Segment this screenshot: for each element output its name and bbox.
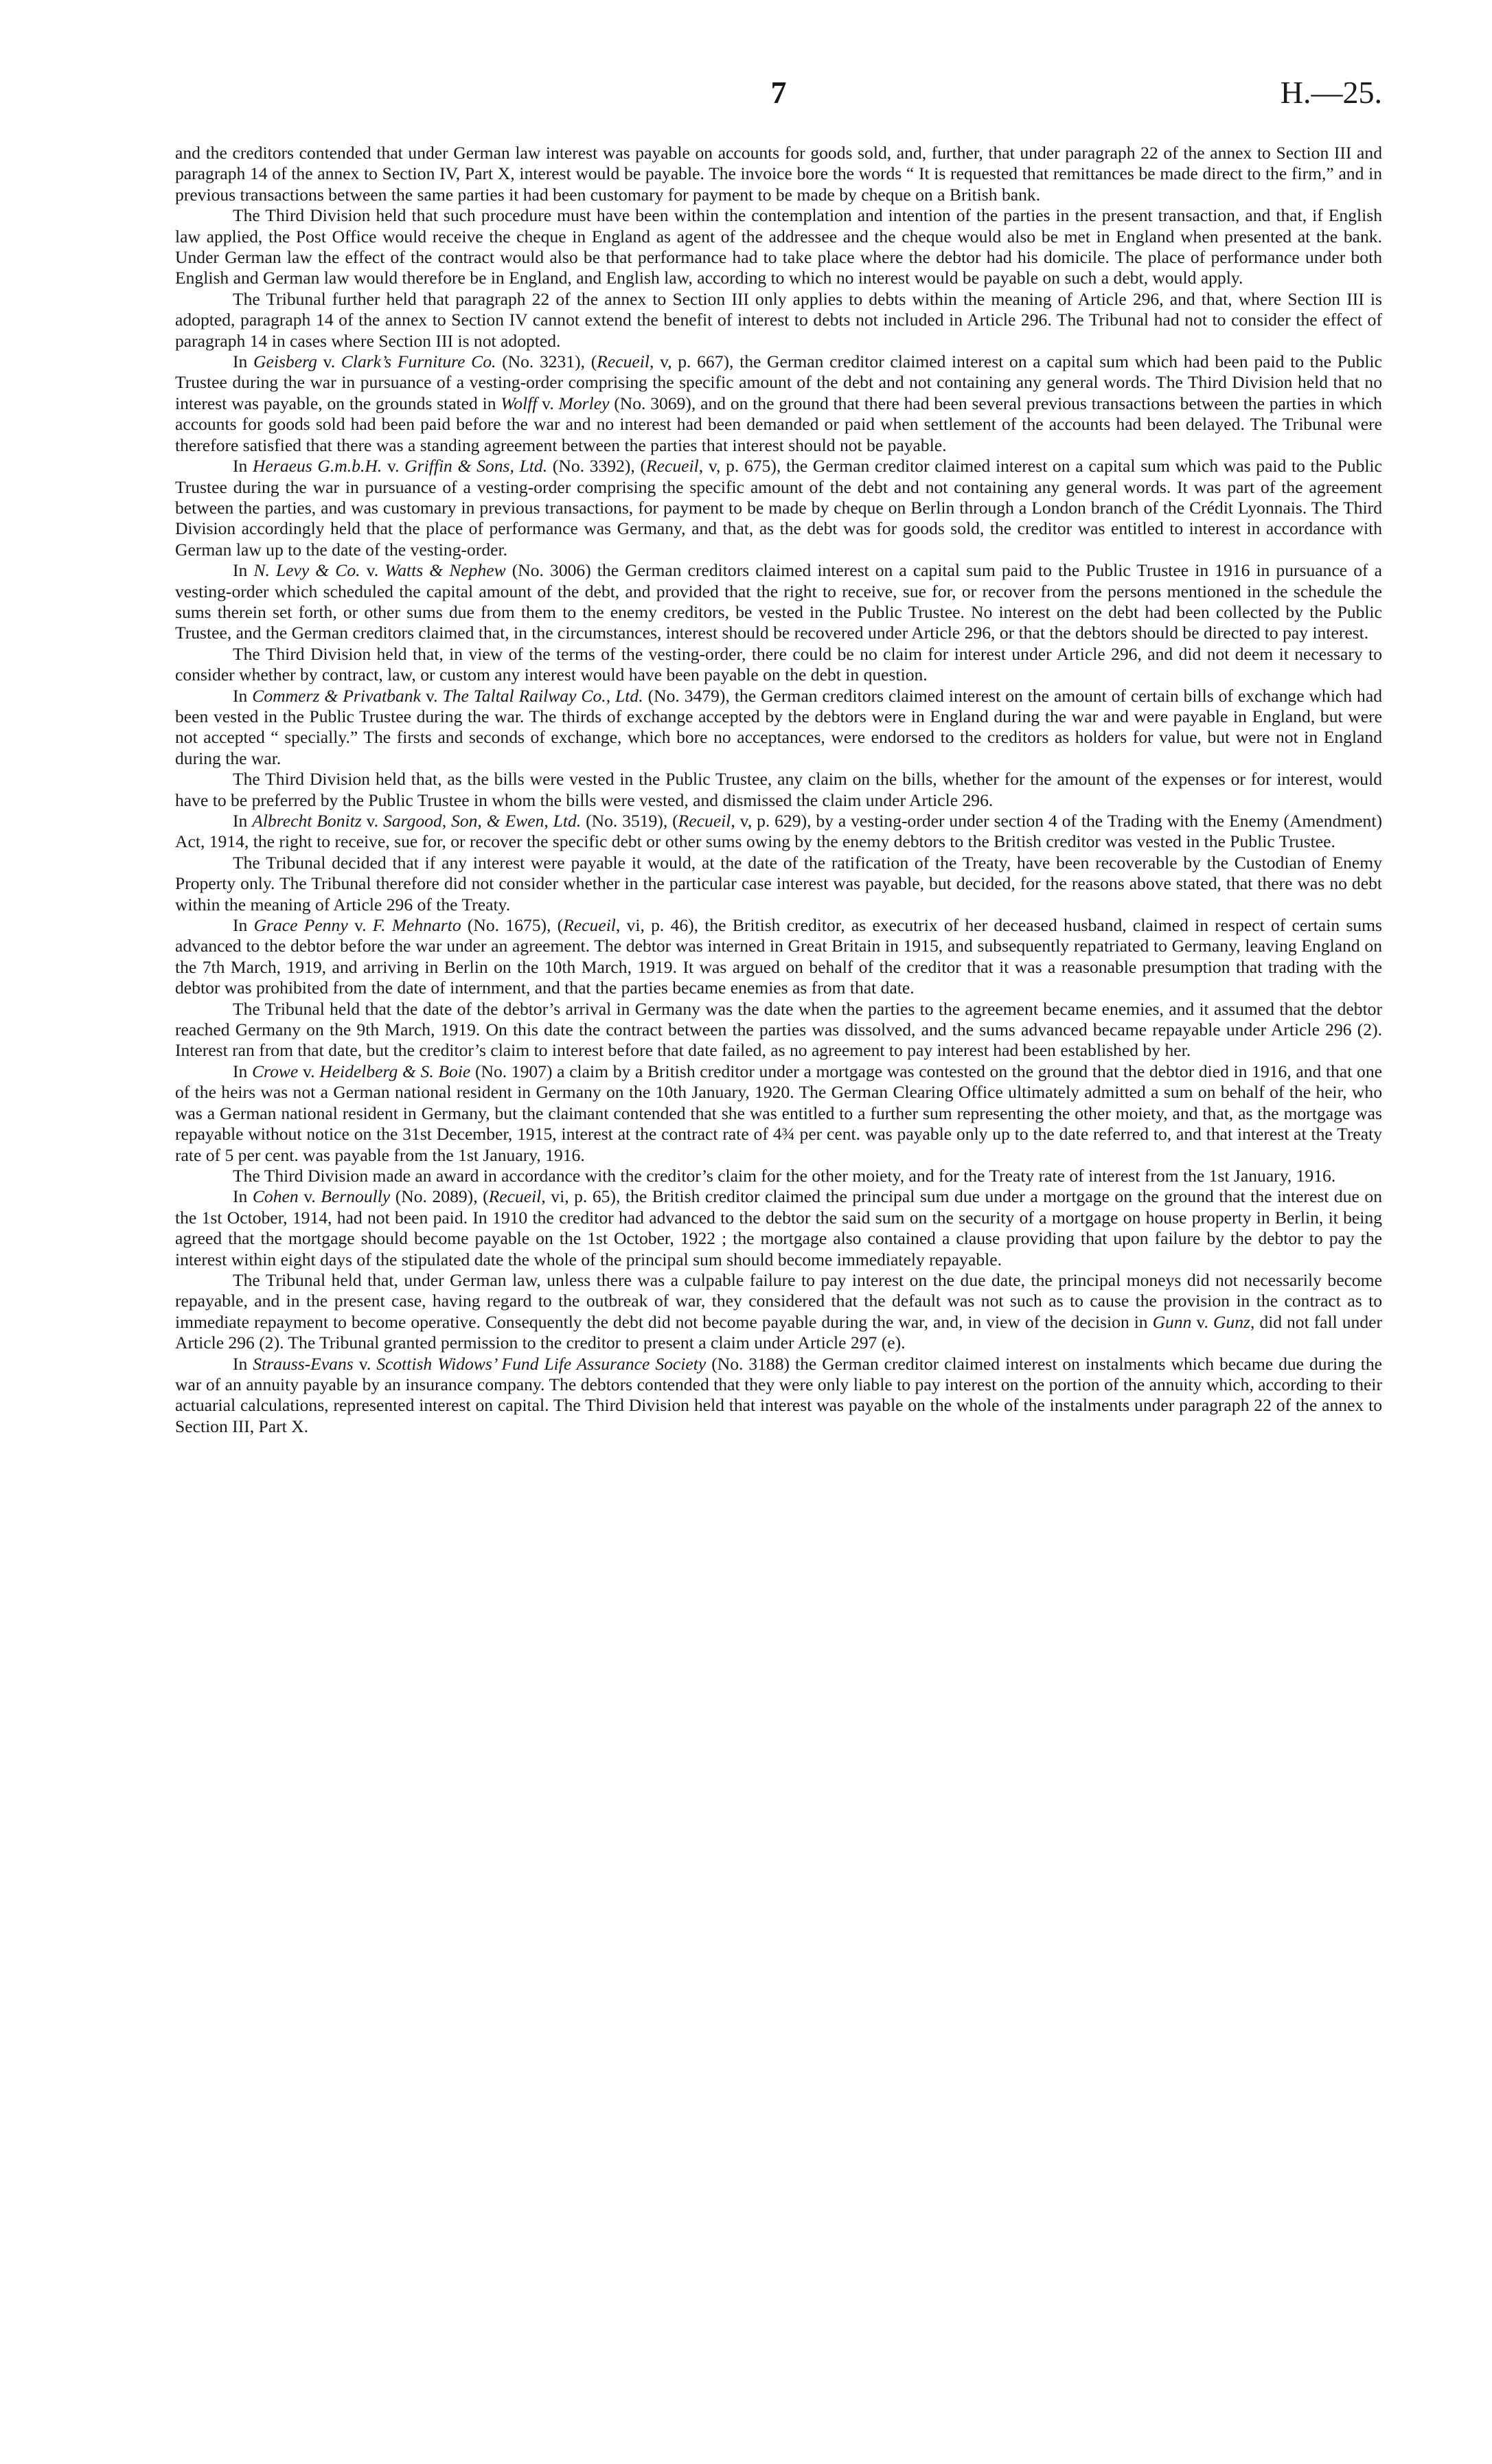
case-name: Crowe — [251, 1061, 299, 1081]
case-name: Wolff — [501, 393, 538, 413]
paragraph-p2 — [175, 205, 1382, 289]
case-name: Griffin & Sons, Ltd. — [404, 456, 548, 476]
paragraph-text: (No. 3188) the German creditor claimed interest on instalments which became due during the war of an annuity payable by an insurance company. The debtors contended that they were only liable to pay interest on the portion of the annuity which, according to their actuarial calculations, represented interest on capital. The Third Division held that interest was payable on the whole of the instalments under paragraph 22 of the annex to Section III, Part X. — [175, 1353, 1383, 1436]
paragraph-text: v. — [420, 685, 443, 706]
paragraph-p17 — [175, 1270, 1382, 1354]
paragraph-text: In — [233, 352, 253, 372]
paragraph-text: In — [233, 811, 253, 831]
paragraph-text: The Third Division held that such procedure must have been within the contemplation and intention of the parties in the present transaction, and that, if English law applied, the Post Office would receive the cheque in England as agent of the addressee and the cheque would also be met in England when presented at the bank. Under German law the effect of the contract would also be that performance had to take place where the debtor had his domicile. The place of performance under both English and German law would therefore be in England, and English law, according to which no interest would be payable on such a debt, would apply. — [175, 205, 1382, 288]
paragraph-p3 — [175, 289, 1382, 352]
paragraph-text: (No. 3479), the German creditors claimed interest on the amount of certain bills of exchange which had been vested in the Public Trustee during the war. The thirds of exchange accepted by the debtors were in England during the war and were payable in England, but were not accepted “ specially.” The firsts and seconds of exchange, which bore no acceptances, were endorsed to the creditors as holders for value, but were not in England during the war. — [175, 685, 1383, 768]
paragraph-p6 — [175, 560, 1382, 644]
paragraph-text: (No. 1675), ( — [461, 915, 564, 936]
case-name: Clark’s Furniture Co. — [341, 352, 496, 372]
paragraph-text: v. — [382, 456, 405, 476]
paragraph-text: The Tribunal further held that paragraph 22 of the annex to Section III only applies to debts within the meaning of Article 296, and that, where Section III is adopted, paragraph 14 of the annex to Section IV cannot extend the benefit of interest to debts not included in Article 296. The Tribunal had not to consider the effect of paragraph 14 in cases where Section III is not adopted. — [175, 288, 1382, 351]
paragraph-text: v. — [537, 393, 559, 413]
case-name: Gunn — [1152, 1311, 1192, 1332]
paragraph-text: In — [233, 560, 254, 581]
paragraph-p14 — [175, 1061, 1382, 1166]
paragraph-text: v. — [1191, 1311, 1213, 1332]
paragraph-p18 — [175, 1354, 1382, 1438]
paragraph-text: v. — [361, 811, 383, 831]
paragraph-text: (No. 1907) a claim by a British creditor under a mortgage was contested on the ground that the debtor died in 1916, and that one of the heirs was not a German national resident in Germany on the 10th January, 1920. The German Clearing Office ultimately admitted a sum on behalf of the heir, who was a German national resident in Germany, but the claimant contended that she was entitled to a further sum representing the other moiety, and that, as the mortgage was repayable without notice on the 31st December, 1915, interest at the contract rate of 4¾ per cent. was payable only up to the date referred to, and that interest at the Treaty rate of 5 per cent. was payable from the 1st January, 1916. — [175, 1061, 1382, 1165]
paragraph-text: , vi, p. 46), the British creditor, as executrix of her deceased husband, claimed in respect of certain sums advanced to the debtor before the war under an agreement. The debtor was interned in Great Britain in 1915, and subsequently repatriated to Germany, leaving England on the 7th March, 1919, and arriving in Berlin on the 10th March, 1919. It was argued on behalf of the creditor that it was a reasonable presumption that trading with the debtor was prohibited from the date of internment, and that the parties became enemies as from that date. — [175, 915, 1383, 998]
document-reference: H.—25. — [1280, 75, 1382, 110]
paragraph-text: , v, p. 667), the German creditor claimed interest on a capital sum which had been paid to the Public Trustee during the war in pursuance of a vesting-order comprising the specific amount of the debt and not containing any general words. The Third Division held that no interest was payable, on the grounds stated in — [175, 352, 1383, 413]
case-name: N. Levy & Co. — [253, 560, 360, 581]
paragraph-text: , v, p. 629), by a vesting-order under section 4 of the Trading with the Enemy (Amendment) Act, 1914, the right to receive, sue for, or recover the specific debt or other sums owing by the enemy debtors to the British creditor was vested in the Public Trustee. — [175, 811, 1382, 852]
paragraph-text: (No. 3519), ( — [581, 811, 678, 831]
paragraph-text: In — [233, 456, 253, 476]
paragraph-text: v. — [298, 1061, 320, 1081]
paragraph-text: The Tribunal held that the date of the debtor’s arrival in Germany was the date when the parties to the agreement became enemies, and it assumed that the debtor reached Germany on the 9th March, 1919. On this date the contract between the parties was dissolved, and the sums advanced became repayable under Article 296 (2). Interest ran from that date, but the creditor’s claim to interest before that date failed, as no agreement to pay interest had been established by her. — [175, 998, 1382, 1061]
case-name: Morley — [558, 393, 610, 413]
document-body — [175, 143, 1382, 1437]
paragraph-text: The Tribunal held that, under German law, unless there was a culpable failure to pay interest on the due date, the principal moneys did not necessarily become repayable, and in the present case, having regard to the outbreak of war, they considered that the default was not such as to cause the provision in the contract as to immediate repayment to become operative. Consequently the debt did not become payable during the war, and, in view of the decision in — [175, 1269, 1382, 1332]
case-name: Recueil — [488, 1186, 542, 1207]
case-name: Heidelberg & S. Boie — [319, 1061, 471, 1081]
paragraph-text: In — [233, 685, 253, 706]
paragraph-text: The Third Division held that, in view of the terms of the vesting-order, there could be no claim for interest under Article 296, and did not deem it necessary to consider whether by contract, law, or custom any interest would have been payable on the debt in question. — [175, 643, 1382, 685]
paragraph-text: v. — [317, 352, 341, 372]
page-header — [175, 74, 1382, 115]
case-name: Grace Penny — [253, 915, 348, 936]
paragraph-p13 — [175, 999, 1382, 1061]
paragraph-text: In — [233, 1061, 252, 1081]
paragraph-text: In — [233, 915, 254, 936]
case-name: Recueil — [597, 352, 650, 372]
paragraph-p1 — [175, 143, 1382, 205]
paragraph-p16 — [175, 1186, 1382, 1270]
paragraph-text: , vi, p. 65), the British creditor claimed the principal sum due under a mortgage on the ground that the interest due on the 1st October, 1914, had not been paid. In 1910 the creditor had advanced to the debtor the said sum on the security of a mortgage on house property in Berlin, it being agreed that the mortgage should become payable on the 1st October, 1922 ; the mortgage also contained a clause providing that upon failure by the debtor to pay the interest within eight days of the stipulated date the whole of the principal sum should become immediately repayable. — [175, 1186, 1382, 1269]
paragraph-p8 — [175, 686, 1382, 770]
page-number: 7 — [770, 75, 787, 110]
paragraph-text: In — [233, 1353, 253, 1374]
paragraph-text: The Third Division made an award in accordance with the creditor’s claim for the other moiety, and for the Treaty rate of interest from the 1st January, 1916. — [233, 1165, 1336, 1186]
paragraph-text: (No. 3392), ( — [547, 456, 647, 476]
case-name: Strauss-Evans — [253, 1353, 354, 1374]
case-name: Heraeus G.m.b.H. — [253, 456, 382, 476]
paragraph-p11 — [175, 853, 1382, 915]
paragraph-p9 — [175, 769, 1382, 811]
case-name: Sargood, Son, & Ewen, Ltd. — [382, 811, 582, 831]
case-name: Geisberg — [253, 352, 317, 372]
case-name: Recueil — [678, 811, 731, 831]
paragraph-p12 — [175, 915, 1382, 999]
case-name: Commerz & Privatbank — [252, 685, 421, 706]
case-name: Scottish Widows’ Fund Life Assurance Society — [376, 1353, 707, 1374]
paragraph-text: v. — [353, 1353, 377, 1374]
case-name: The Taltal Railway Co., Ltd. — [442, 685, 643, 706]
paragraph-text: and the creditors contended that under German law interest was payable on accounts for goods sold, and, further, that under paragraph 22 of the annex to Section III and paragraph 14 of the annex to Section IV, Part X, interest would be payable. The invoice bore the words “ It is requested that remittances be made direct to the firm,” and in previous transactions between the same parties it had been customary for payment to be made by cheque on a British bank. — [175, 143, 1382, 205]
case-name: Albrecht Bonitz — [252, 811, 362, 831]
case-name: Recueil — [646, 456, 699, 476]
case-name: Cohen — [252, 1186, 299, 1207]
paragraph-text: v. — [347, 915, 373, 936]
paragraph-text: (No. 3006) the German creditors claimed interest on a capital sum paid to the Public Trustee in 1916 in pursuance of a vesting-order which scheduled the capital amount of the debt, and provided that the right to receive, sue for, or recover from the persons mentioned in the schedule the sums therein set forth, or other sums due from them to the enemy creditors, be vested in the Public Trustee. No interest on the debt had been collected by the Public Trustee, and the German creditors claimed that, in the circumstances, interest should be recovered under Article 296, or that the debtors should be directed to pay interest. — [175, 560, 1382, 643]
case-name: Gunz — [1213, 1311, 1250, 1332]
paragraph-text: v. — [360, 560, 385, 581]
case-name: Recueil — [563, 915, 616, 936]
paragraph-text: (No. 3069), and on the ground that there had been several previous transactions between the parties in which accounts for goods sold had been paid before the war and no interest had been demanded or paid when settlement of the accounts had been delayed. The Tribunal were therefore satisfied that there was a standing agreement between the parties that interest should not be payable. — [175, 393, 1382, 455]
case-name: F. Mehnarto — [372, 915, 461, 936]
paragraph-p7 — [175, 644, 1382, 686]
paragraph-p5 — [175, 456, 1382, 560]
paragraph-p15 — [175, 1166, 1382, 1186]
paragraph-text: , v, p. 675), the German creditor claimed interest on a capital sum which was paid to the Public Trustee during the war in pursuance of a vesting-order comprising the specific amount of the debt and not containing any general words. It was part of the agreement between the parties, and was customary in previous transactions, for payment to be made by cheque on Berlin through a London branch of the Crédit Lyonnais. The Third Division accordingly held that the place of performance was Germany, and that, as the debt was for goods sold, the creditor was entitled to interest in accordance with German law up to the date of the vesting-order. — [175, 456, 1382, 560]
paragraph-text: v. — [298, 1186, 321, 1207]
paragraph-text: In — [233, 1186, 253, 1207]
paragraph-p4 — [175, 352, 1382, 456]
paragraph-p10 — [175, 811, 1382, 853]
case-name: Bernoully — [321, 1186, 391, 1207]
paragraph-text: The Tribunal decided that if any interest were payable it would, at the date of the ratification of the Treaty, have been recoverable by the Custodian of Enemy Property only. The Tribunal therefore did not consider whether in the particular case interest was payable, but decided, for the reasons above stated, that there was no debt within the meaning of Article 296 of the Treaty. — [175, 852, 1382, 914]
paragraph-text: The Third Division held that, as the bills were vested in the Public Trustee, any claim on the bills, whether for the amount of the expenses or for interest, would have to be preferred by the Public Trustee in whom the bills were vested, and dismissed the claim under Article 296. — [175, 769, 1382, 810]
paragraph-text: , did not fall under Article 296 (2). The Tribunal granted permission to the creditor to present a claim under Article 297 (e). — [175, 1311, 1382, 1353]
paragraph-text: (No. 2089), ( — [390, 1186, 489, 1207]
case-name: Watts & Nephew — [385, 560, 506, 581]
paragraph-text: (No. 3231), ( — [496, 352, 597, 372]
